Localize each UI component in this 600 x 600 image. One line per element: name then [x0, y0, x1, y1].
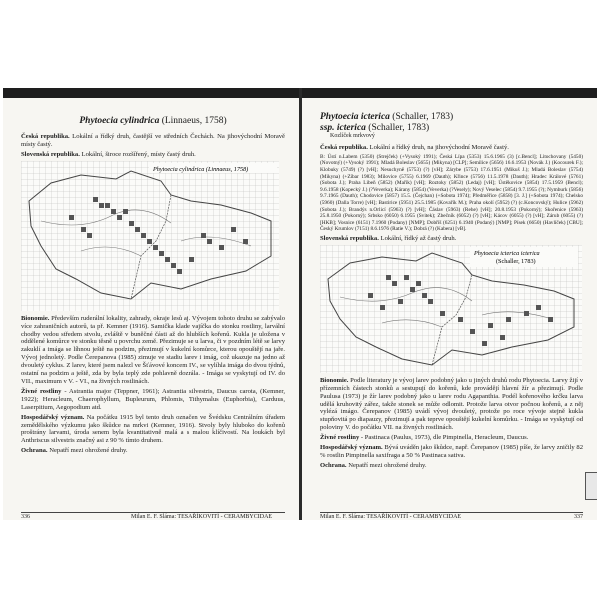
distribution-cz — [320, 144, 583, 152]
subspecies-title — [320, 123, 583, 134]
cz-text: Lokální a řídký druh, na jihovýchodní Moravě častý. — [367, 143, 509, 151]
protection-paragraph — [21, 447, 285, 455]
distribution-map — [320, 245, 582, 373]
subspecies-author: (Schaller, 1783) — [365, 122, 430, 133]
book-spread — [3, 88, 597, 520]
distribution-map — [21, 161, 279, 311]
economic-paragraph — [21, 414, 285, 446]
species-name: Phytoecia icterica — [320, 112, 390, 122]
sk-text: Lokální, řídký až častý druh. — [378, 234, 457, 242]
running-footer: Milan E. F. Sláma: TESAŘÍKOVITÍ - CERAMBYCIDAE — [320, 514, 462, 520]
distribution-sk — [320, 235, 583, 243]
right-title — [320, 112, 583, 123]
map-grid — [21, 161, 279, 311]
page-number: 336 — [21, 514, 30, 520]
left-footer — [21, 512, 285, 520]
host-plants-label: Živné rostliny — [320, 434, 360, 442]
economic-label: Hospodářský význam. — [21, 413, 85, 421]
distribution-sk — [21, 151, 285, 159]
top-shadow — [302, 88, 597, 98]
host-plants-paragraph — [320, 434, 583, 442]
sk-text: Lokální, široce rozšířený, místy častý druh. — [79, 150, 196, 158]
map-label: Phytoecia cylindrica (Linnaeus, 1758) — [153, 165, 249, 173]
running-footer: Milan E. F. Sláma: TESAŘÍKOVITÍ - CERAMBYCIDAE — [131, 514, 273, 520]
economic-paragraph — [320, 444, 583, 460]
economic-label: Hospodářský význam. — [320, 444, 383, 452]
common-name: Kozlíček mrkvový — [330, 133, 375, 139]
host-plants-text: - Astrantia major (Teppner, 1961); Astrantia silvestris, Daucus carota, (Kemner, 1922); Heracleum, Chaerophyllum, Bupleurum, Phlomis, Tithymalus (Euphorbia), Carduus, Laserpitium, Aegopodium atd. — [21, 387, 285, 411]
right-footer — [320, 512, 583, 520]
protection-paragraph — [320, 462, 583, 470]
sk-label: Slovenská republika. — [21, 150, 80, 158]
species-name: Phytoecia cylindrica — [79, 116, 160, 126]
cz-text: Lokální a řídký druh, častější ve středních Čechách. Na jihovýchodní Moravě místy častý. — [21, 133, 285, 148]
thumb-index-icon — [585, 472, 597, 500]
distribution-cz — [21, 133, 285, 149]
left-title — [21, 116, 285, 127]
sk-label: Slovenská republika. — [320, 234, 379, 242]
cz-label: Česká republika. — [21, 133, 70, 140]
map-label-species: Phytoecia icterica icterica — [474, 249, 540, 257]
left-page — [3, 88, 299, 520]
economic-text: Na počátku 1915 byl tento druh označen ve Švédsku Centrálním úřadem zemědělského výzkumu jako škůdce na mrkvi (Kemner, 1916). Stvoly byly hluboko do kořenů proštrány larvami, úroda senem byla kvantitativně malá a s malou klíčivostí. Na loukách byl Anthriscus silvestris značný asi z 90 % tímto druhem. — [21, 413, 286, 445]
bionomie-text: Podle literatury je vývoj larev podobný jako u jiných druhů rodu Phytoecia. Larvy žijí v přízemních částech stonků a sestupují do kořenů, kde provádějí hlavní žír a přezimují. Podle Paulusa (1973) je žír larev podobný jako u larev rodu Agapanthia. Podél kořenového krčku larva udělá kruhovitý zářez, takže stonek se může odlomit. Protože larva otvor počnou kořenů, a z něj vylézá imágo. Čerepanov (1985) uvádí vývoj dvouletý, protože po roce vývoje stejně kukla stupňovitá po diapauzy, přezimují a pak teprve opouštějí kukelní komůrku. - Imága se vyskytují od poloviny V. do počátku VII. na živných rostlinách. — [320, 376, 583, 432]
protection-text: Nepatří mezi ohrožené druhy. — [346, 461, 427, 469]
right-page — [302, 88, 597, 520]
top-shadow — [3, 88, 299, 98]
bionomie-label: Bionomie. — [320, 376, 349, 384]
bionomie-text: Především ruderální lokality, zahrady, okraje lesů aj. Vývojem tohoto druhu se zabývalo více zahraničních autorů, ta př. Kemner (1916). Samička klade vajíčka do stonku rostliny, larvální chodby vedou středem stvolu, zvláště v buněčné části až do hlubších kořenů. Kukla je uložena v oddělené komůrce ve stonku těsně u povrchu země. Přezimuje se u larva, či v pozdním létě se larvy zakuklí a imága se líhnou ještě na podzim, přezimují v kukelní komůrce, kterou opouštějí na jaře. Vývoj jednoletý. Podle Čerepanova (1985) zimuje ve stadiu larev i imág, což ukazuje na jedno až dvouletý cyklus. Z larev, které jsem nalezl ve Šťávové koncem IV., se vylíhla imága do dvou týdnů, ostatní na podzim a ještě, zda by byla teplý zde pohlavně dozrála. - Imága se vyskytují od IV. do VII., maximum v V. - VI., na živných rostlinách. — [21, 314, 285, 385]
subspecies-name: ssp. icterica — [320, 122, 366, 133]
species-author: (Linnaeus, 1758) — [159, 116, 227, 126]
protection-text: Nepatří mezi ohrožené druhy. — [47, 447, 128, 455]
species-author: (Schaller, 1783) — [389, 112, 454, 122]
records-list: B: Ústí n.Labem (5350) (Strejček) (+Vysoký 1991); Česká Lípa (5353) 15.6.1965 (3) [c.Bencl]; Litochovany (5450) (Novotný) (+Vysoký 1991); Mladá Boleslav (5655) (Mikyna) [CLP]; Semilice (5656) 16.6.1953 (Novák J.) (Kocourek F.); Klobuky (5749) (?) [vH]; Nesuchyně (5753) (?) [vH]; Zárybe (5753) 17.6.1951 (Mikuš J.); Mladá Boleslav (5754) (Mikyna) (+Zíbar 1983); Milovice (5755) 6.1969 (Dauth); Křince (5756) 11.5.1978 (Dauth); Hradec Králové (5761) (Sobota J.); Praha Libeň (5852) (Mařík) [vH]; Roztoky (5852) (Ledaj) [vH]; Ústěkovice (5854) 17.5.1959 (Bencl); 9.6.1958 (Kopecký J.) (?Veverka); Kárany (5854) (Veverka) (?Vesely); Nový Veselec (5854) 9.7.1955 (?); Nymburk (5856) 9.7.1965 (Dauth); Chodovice (5857) 15.5. (Čejchan) (+Sobota 1974); Předměřice (5858) [3. J.] (+Sobota 1974); Chelsko (5960) (Dalla Torre) [vH]; Bastirice (5951) 25.5.1985 (Kovařík M.); Praha okolí (5952) (?) (c.Koncovský); Hulice (5962) (Sobota J.); Brandýs n.Orlicí (5963) (?) [vH]; Čáslav (5963) (Rehe) [vH]; 20.8.1953 (Pokorný); Skořenice (5963) 25.8.1950 (Pokorný); Srbsko (6050) 6.1955 (Svitek); Zbečník (6052) (?) [vH]; Kácov (6055) (?) [vH]; Zárub (6055) (?) [HKB]; Vosnice (6151) 7.1960 (Podany) [NMP]; Dobříš (6251) 6.1940 (Podaný) [NMP]; Písek (6650) (Havlíček) [CBU]; Český Krumlov (7151) 8.6.1976 (Ratie V.); Dobrá (?) (Kabera) [vB]. — [320, 153, 583, 233]
cz-label: Česká republika. — [320, 143, 368, 151]
page-number: 337 — [574, 514, 583, 520]
left-content — [21, 116, 285, 457]
map-label-author: (Schaller, 1783) — [496, 257, 536, 265]
bionomie-label: Bionomie. — [21, 314, 50, 322]
host-plants-paragraph — [21, 388, 285, 412]
protection-label: Ochrana. — [21, 447, 48, 455]
right-content — [320, 112, 583, 472]
bionomie-paragraph — [21, 315, 285, 386]
host-plants-text: - Pastinaca (Paulus, 1973), dle Pimpinella, Heracleum, Daucus. — [359, 434, 529, 442]
bionomie-paragraph — [320, 377, 583, 432]
host-plants-label: Živné rostliny — [21, 387, 62, 395]
economic-text: Bývá uváděn jako škůdce, např. Čerepanov (1985) píše, že larvy zničily 82 % rostlin Pimpinella saxifraga a 50 % Pastinaca sativa. — [320, 444, 584, 459]
protection-label: Ochrana. — [320, 461, 347, 469]
